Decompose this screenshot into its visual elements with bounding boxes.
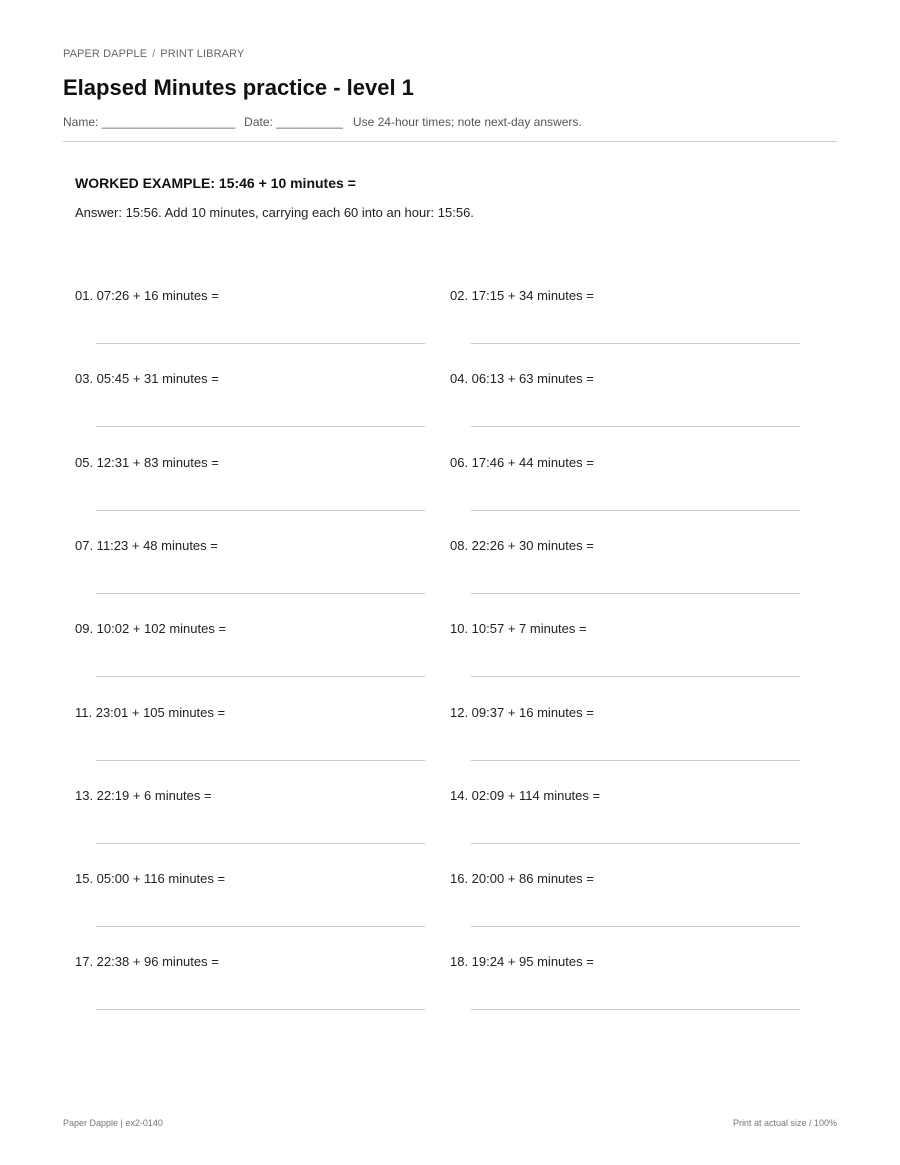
instructions-text: Use 24-hour times; note next-day answers. — [352, 115, 582, 129]
answer-line[interactable] — [471, 926, 800, 927]
breadcrumb-item-library[interactable]: PRINT LIBRARY — [160, 48, 245, 60]
answer-line[interactable] — [471, 760, 800, 761]
problem-text: 05. 12:31 + 83 minutes = — [75, 455, 219, 470]
problem-text: 16. 20:00 + 86 minutes = — [450, 871, 594, 886]
breadcrumb — [63, 48, 244, 60]
problem-text: 12. 09:37 + 16 minutes = — [450, 705, 594, 720]
footer-print-note: Print at actual size / 100% — [732, 1118, 837, 1128]
problem-text: 14. 02:09 + 114 minutes = — [450, 788, 601, 803]
answer-line[interactable] — [96, 593, 425, 594]
problem-text: 13. 22:19 + 6 minutes = — [75, 788, 212, 803]
problem-text: 15. 05:00 + 116 minutes = — [75, 871, 226, 886]
answer-line[interactable] — [96, 843, 425, 844]
worked-example-answer: Answer: 15:56. Add 10 minutes, carrying each 60 into an hour: 15:56. — [75, 205, 474, 220]
header-divider — [63, 141, 837, 142]
answer-line[interactable] — [96, 426, 425, 427]
answer-line[interactable] — [471, 1009, 800, 1010]
problem-text: 09. 10:02 + 102 minutes = — [75, 621, 227, 636]
problem-text: 02. 17:15 + 34 minutes = — [450, 288, 594, 303]
worksheet-meta — [63, 115, 582, 129]
problem-text: 17. 22:38 + 96 minutes = — [75, 954, 219, 969]
breadcrumb-separator: / — [152, 48, 156, 60]
page-title: Elapsed Minutes practice - level 1 — [63, 75, 414, 100]
problem-text: 01. 07:26 + 16 minutes = — [75, 288, 219, 303]
problem-text: 18. 19:24 + 95 minutes = — [450, 954, 594, 969]
date-field: Date: __________ — [244, 115, 343, 129]
answer-line[interactable] — [96, 510, 425, 511]
answer-line[interactable] — [96, 343, 425, 344]
answer-line[interactable] — [471, 426, 800, 427]
answer-line[interactable] — [471, 676, 800, 677]
problem-text: 07. 11:23 + 48 minutes = — [75, 538, 218, 553]
problem-text: 03. 05:45 + 31 minutes = — [75, 371, 219, 386]
problem-text: 04. 06:13 + 63 minutes = — [450, 371, 594, 386]
breadcrumb-item-brand[interactable]: PAPER DAPPLE — [63, 48, 148, 60]
answer-line[interactable] — [96, 760, 425, 761]
problem-text: 06. 17:46 + 44 minutes = — [450, 455, 594, 470]
answer-line[interactable] — [471, 343, 800, 344]
name-field: Name: ____________________ — [63, 115, 236, 129]
answer-line[interactable] — [96, 676, 425, 677]
footer-source: Paper Dapple | ex2-0140 — [63, 1118, 163, 1128]
problem-text: 10. 10:57 + 7 minutes = — [450, 621, 587, 636]
worked-example-title: WORKED EXAMPLE: 15:46 + 10 minutes = — [75, 175, 356, 191]
answer-line[interactable] — [471, 593, 800, 594]
answer-line[interactable] — [471, 843, 800, 844]
answer-line[interactable] — [471, 510, 800, 511]
answer-line[interactable] — [96, 926, 425, 927]
answer-line[interactable] — [96, 1009, 425, 1010]
problem-text: 08. 22:26 + 30 minutes = — [450, 538, 594, 553]
problem-text: 11. 23:01 + 105 minutes = — [75, 705, 226, 720]
